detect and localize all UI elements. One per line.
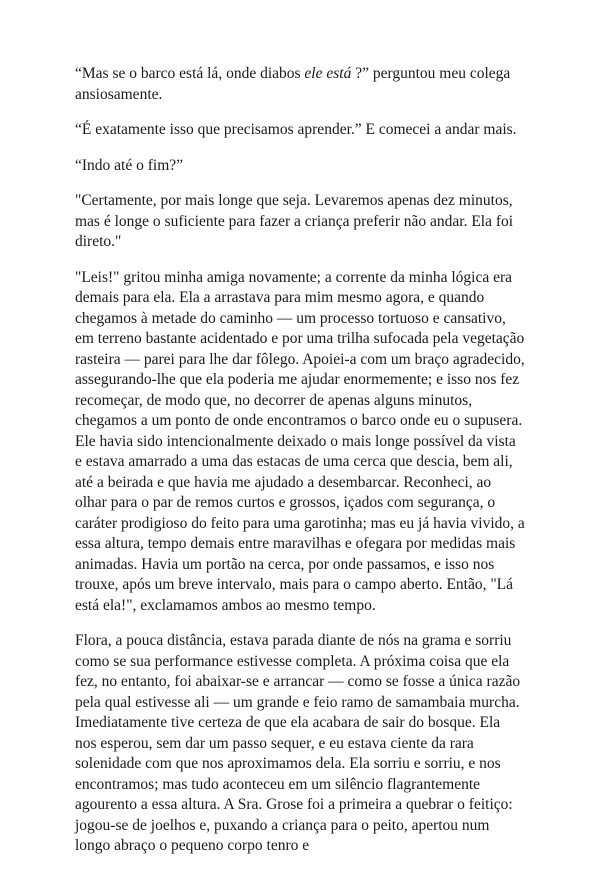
paragraph-5: "Leis!" gritou minha amiga novamente; a corrente da minha lógica era demais para ela. Ela a arrastava para mim mesmo agora, e quando chegamos à metade do caminho — um processo tortuoso e cansativo, em terreno bastante acidentado e por uma trilha sufocada pela vegetação rasteira — parei para lhe dar fôlego. Apoiei-a com um braço agradecido, assegurando-lhe que ela poderia me ajudar enormemente; e isso nos fez recomeçar, de modo que, no decorrer de apenas alguns minutos, chegamos a um ponto de onde encontramos o barco onde eu o supusera. Ele havia sido intencionalmente deixado o mais longe possível da vista e estava amarrado a uma das estacas de uma cerca que descia, bem ali, até a beirada e que havia me ajudado a desembarcar. Reconheci, ao olhar para o par de remos curtos e grossos, içados com segurança, o caráter prodigioso do feito para uma garotinha; mas eu já havia vivido, a essa altura, tempo demais entre maravilhas e ofegara por medidas mais animadas. Havia um portão na cerca, por onde passamos, e isso nos trouxe, após um breve intervalo, mais para o campo aberto. Então, "Lá está ela!", exclamamos ambos ao mesmo tempo. (75, 268, 525, 614)
paragraph-1 (75, 64, 525, 105)
paragraph-1-before: “Mas se o barco está lá, onde diabos (75, 65, 305, 82)
paragraph-3: “Indo até o fim?” (75, 156, 184, 174)
paragraph-2: “É exatamente isso que precisamos aprender.” E comecei a andar mais. (75, 121, 517, 138)
paragraph-1-after: ?” perguntou meu colega ansiosamente. (75, 65, 511, 103)
paragraph-4: "Certamente, por mais longe que seja. Levaremos apenas dez minutos, mas é longe o suficiente para fazer a criança preferir não andar. Ela foi direto." (75, 192, 514, 250)
document-page (75, 64, 525, 872)
paragraph-6: Flora, a pouca distância, estava parada diante de nós na grama e sorriu como se sua performance estivesse completa. A próxima coisa que ela fez, no entanto, foi abaixar-se e arrancar — como se fosse a única razão pela qual estivesse ali — um grande e feio ramo de samambaia murcha. Imediatamente tive certeza de que ela acabara de sair do bosque. Ela nos esperou, sem dar um passo sequer, e eu estava ciente da rara solenidade com que nos aproximamos dela. Ela sorriu e sorriu, e nos encontramos; mas tudo aconteceu em um silêncio flagrantemente agourento a essa altura. A Sra. Grose foi a primeira a quebrar o feitiço: jogou-se de joelhos e, puxando a criança para o peito, apertou num longo abraço o pequeno corpo tenro e (75, 632, 521, 854)
paragraph-1-emphasis: ele está (304, 65, 352, 82)
